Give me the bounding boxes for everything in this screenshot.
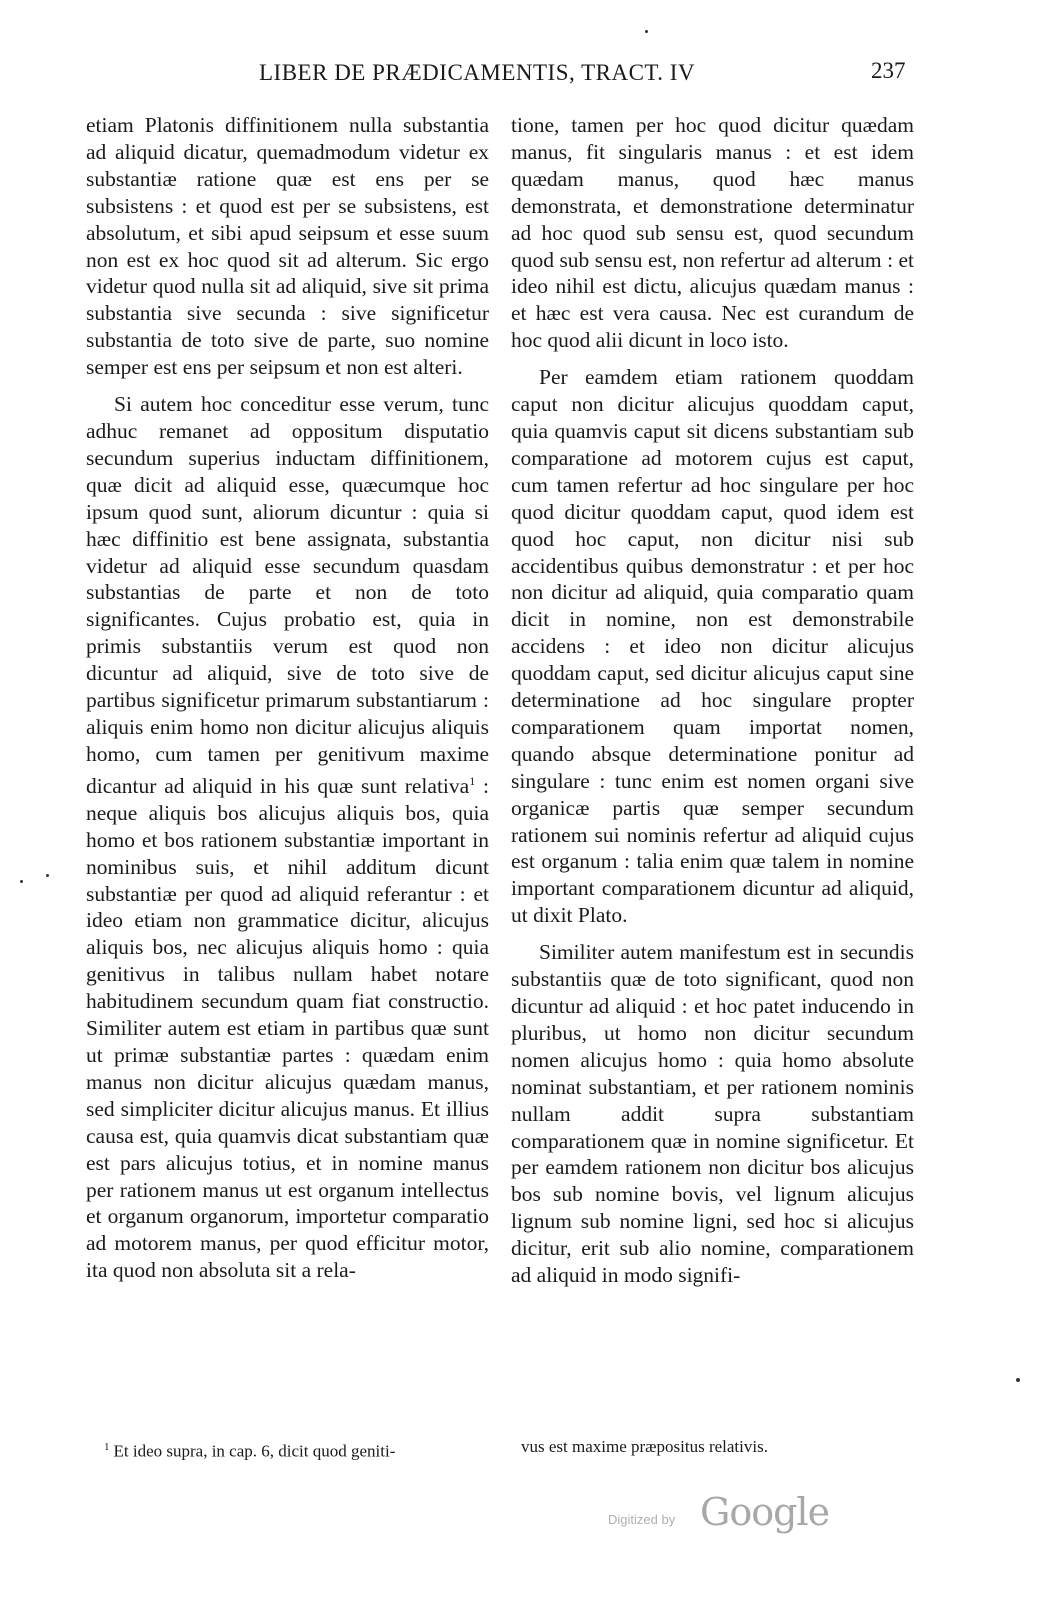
running-title: LIBER DE PRÆDICAMENTIS, TRACT. IV (259, 60, 696, 85)
scan-speck (1016, 1378, 1020, 1382)
scan-speck (20, 880, 23, 883)
footnote-marker: 1 (104, 1441, 110, 1453)
page-header (0, 56, 1038, 96)
footnote-left (104, 1436, 494, 1463)
left-column (86, 112, 489, 1284)
right-column (511, 112, 914, 1289)
left-paragraph-2-part-b: : neque aliquis bos alicujus aliquis bos, quia homo et bos rationem substantiæ important in nominibus suis, et nihil additum dicunt substantiæ per quod ad aliquid referantur : et ideo etiam non grammatice dicitur, alicujus aliquis bos, nec alicujus aliquis homo : quia genitivus in talibus nullam habet notare habitudinem secundum quam fiat constructio. Similiter autem est etiam in partibus quæ sunt ut primæ substantiæ partes : quædam enim manus non dicitur alicujus quædam manus, sed simpliciter dicitur alicujus manus. Et illius causa est, quia quamvis dicat substantiam quæ est pars alicujus totius, et in nomine manus per rationem manus ut est organum intellectus et organum organorum, importetur comparatio ad motorem manus, per quod efficitur motor, ita quod non absoluta sit a rela- (86, 773, 489, 1283)
google-logo: Google (700, 1490, 830, 1534)
watermark-prefix: Digitized by (608, 1512, 676, 1527)
left-paragraph-1: etiam Platonis diffinitionem nulla substantia ad aliquid dicatur, quemadmodum videtur ex substantiæ ratione quæ est ens per se subsistens : et quod est per se subsistens, est absolutum, et sibi apud seipsum et esse suum non est ex hoc quod sit ad alterum. Sic ergo videtur quod nulla sit ad aliquid, sive sit prima substantia sive secunda : sive significetur substantia de toto sive de parte, suo nomine semper est ens per seipsum et non est alteri. (86, 113, 489, 380)
right-paragraph-1: tione, tamen per hoc quod dicitur quædam manus, fit singularis manus : et est idem quædam manus, quod hæc manus demonstrata, et demonstratione determinatur ad hoc quod sub sensu est, quod secundum quod sub sensu est, non refertur ad alterum : et ideo nihil est dictu, alicujus quædam manus : et hæc est vera causa. Nec est curandum de hoc quod alii dicunt in loco isto. (511, 113, 914, 353)
scan-speck (46, 874, 49, 877)
page-number: 237 (871, 58, 906, 83)
footnote-right: vus est maxime præpositus relativis. (521, 1437, 768, 1456)
right-paragraph-2: Per eamdem etiam rationem quoddam caput non dicitur alicujus quoddam caput, quia quamvis caput sit dicens substantiam sub comparatione ad motorem cujus est caput, cum tamen refertur ad hoc singulare per hoc quod dicitur quoddam caput, quod idem est quod hoc caput, non dicitur nisi sub accidentibus quibus demonstratur : et per hoc non dicitur ad aliquid, quia comparatio quam dicit in nomine, non est demonstrabile accidens : et ideo non dicitur alicujus quoddam caput, sed dicitur alicujus caput sine determinatione ad hoc singulare propter comparationem quam importat nomen, quando absque determinatione ponitur ad singulare : tunc enim est nomen organi sive organicæ partis quæ semper secundum rationem sui nominis refertur ad aliquid cujus est organum : talia enim quæ talem in nomine important comparationem dicuntur ad aliquid, ut dixit Plato. (511, 365, 914, 928)
left-paragraph-2-part-a: Si autem hoc conceditur esse verum, tunc adhuc remanet ad oppositum disputatio secundum superius inductam diffinitionem, quæ dicit ad aliquid esse, quæcumque hoc ipsum quod sunt, aliorum dicuntur : quia si hæc diffinitio est bene assignata, substantia videtur ad aliquid esse secundum quasdam substantias de parte et non de toto significantes. Cujus probatio est, quia in primis substantiis verum est quod non dicuntur ad aliquid, sive de toto sive de partibus significetur primarum substantiarum : aliquis enim homo non dicitur alicujus aliquis homo, cum tamen per genitivum maxime dicantur ad aliquid in his quæ sunt relativa (86, 392, 489, 798)
left-paragraph-2 (86, 391, 489, 1284)
footnote-left-text: Et ideo supra, in cap. 6, dicit quod geniti- (113, 1441, 396, 1461)
digitized-watermark (608, 1490, 838, 1540)
footnote-reference: 1 (469, 773, 476, 788)
scan-speck (645, 30, 648, 33)
right-paragraph-3: Similiter autem manifestum est in secundis substantiis quæ de toto significant, quod non dicuntur ad aliquid : et hoc patet inducendo in pluribus, ut homo non dicitur secundum nomen alicujus homo : quia homo absolute nominat substantiam, et per rationem nominis nullam addit supra substantiam comparationem quæ in nomine significetur. Et per eamdem rationem non dicitur bos alicujus bos sub nomine bovis, vel lignum alicujus lignum sub nomine ligni, sed hoc si alicujus dicitur, erit sub alio nomine, comparationem ad aliquid in modo signifi- (511, 940, 914, 1288)
